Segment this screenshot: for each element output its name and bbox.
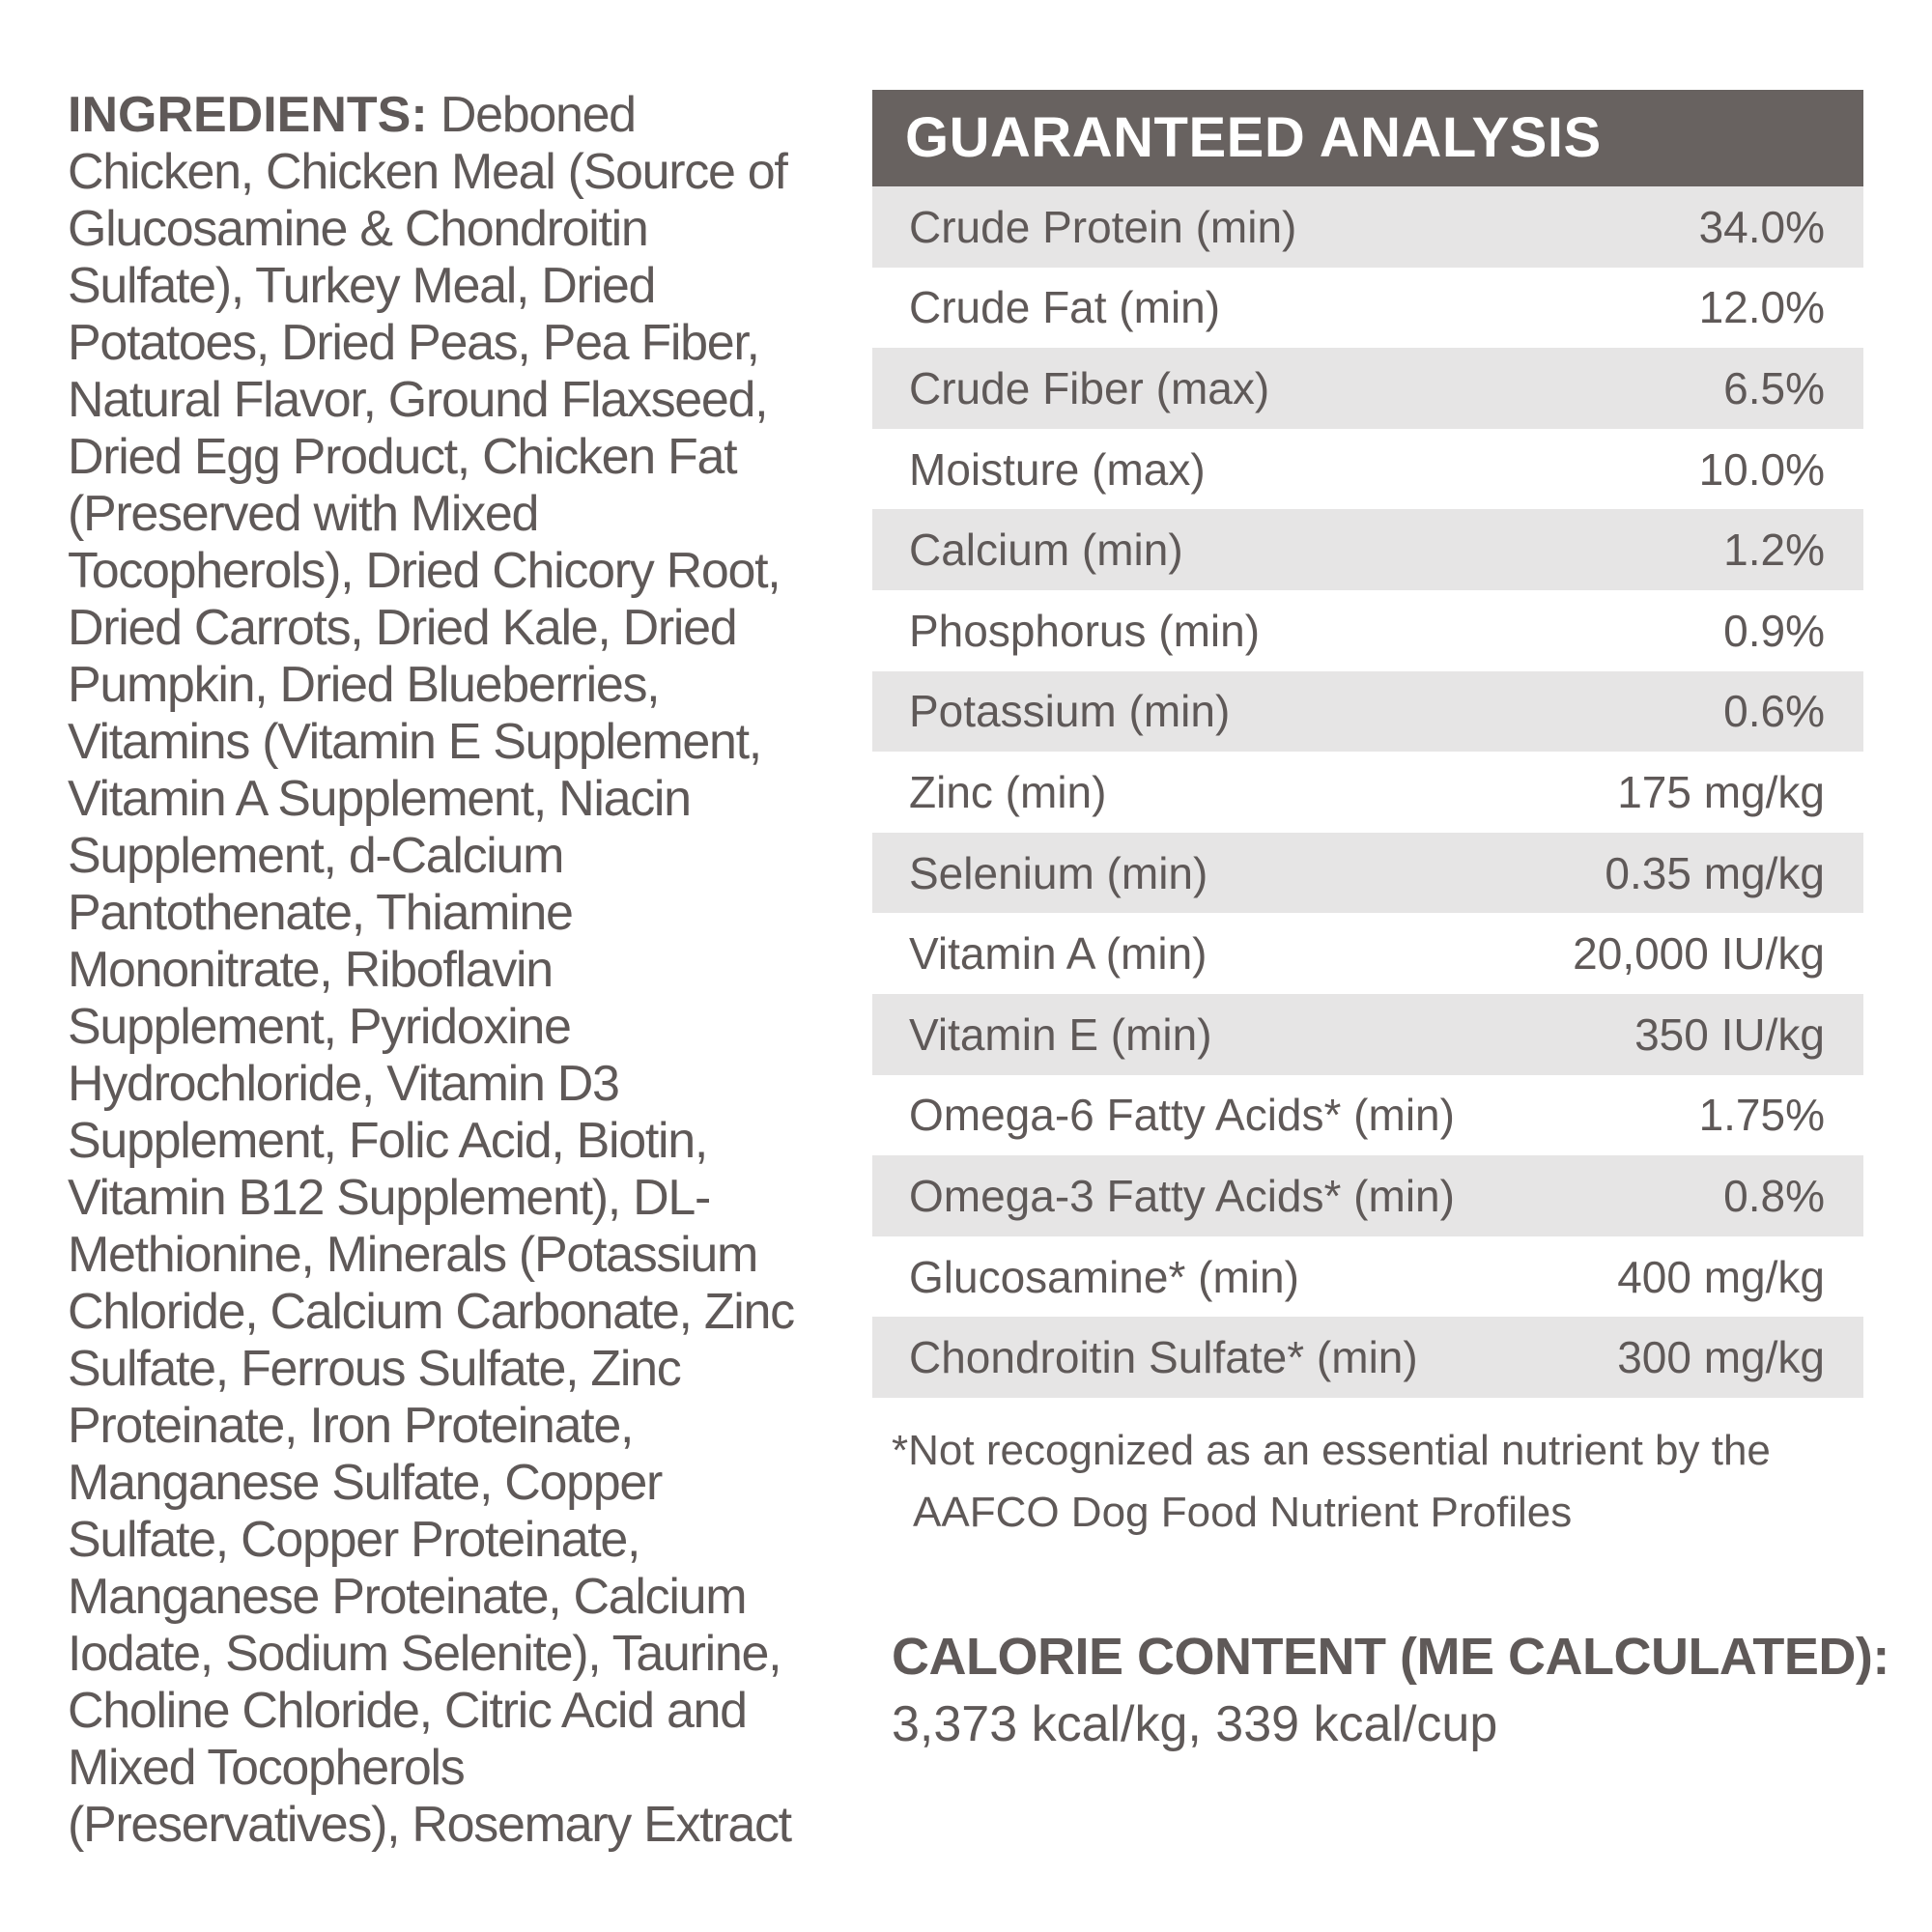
analysis-row [872, 590, 1863, 671]
nutrient-name: Potassium (min) [909, 686, 1231, 737]
calorie-content-title: CALORIE CONTENT (ME CALCULATED): [892, 1628, 1889, 1686]
footnote-line-2: AAFCO Dog Food Nutrient Profiles [913, 1489, 1573, 1536]
guaranteed-analysis-table [872, 90, 1863, 1398]
nutrient-value: 1.75% [1698, 1090, 1825, 1141]
nutrient-name: Selenium (min) [909, 847, 1208, 898]
analysis-row [872, 833, 1863, 914]
calorie-content-value: 3,373 kcal/kg, 339 kcal/cup [892, 1696, 1498, 1752]
analysis-row [872, 752, 1863, 833]
nutrient-value: 6.5% [1723, 362, 1825, 413]
nutrient-name: Omega-3 Fatty Acids* (min) [909, 1170, 1455, 1221]
aafco-footnote [892, 1420, 1858, 1544]
nutrient-name: Vitamin A (min) [909, 928, 1208, 980]
analysis-row [872, 509, 1863, 590]
nutrient-value: 175 mg/kg [1617, 766, 1825, 817]
guaranteed-analysis-title: GUARANTEED ANALYSIS [872, 90, 1863, 186]
analysis-row [872, 268, 1863, 349]
nutrient-value: 12.0% [1698, 282, 1825, 333]
nutrient-value: 0.8% [1723, 1170, 1825, 1221]
ingredients-label: INGREDIENTS: [68, 87, 428, 143]
analysis-rows [872, 186, 1863, 1398]
analysis-row [872, 1075, 1863, 1156]
nutrient-value: 20,000 IU/kg [1573, 928, 1825, 980]
nutrient-value: 0.9% [1723, 605, 1825, 656]
nutrient-name: Crude Protein (min) [909, 201, 1297, 252]
nutrient-value: 400 mg/kg [1617, 1251, 1825, 1302]
nutrient-name: Crude Fat (min) [909, 282, 1221, 333]
nutrient-name: Glucosamine* (min) [909, 1251, 1299, 1302]
calorie-content [892, 1623, 1925, 1758]
ingredients-list: Deboned Chicken, Chicken Meal (Source of Glucosamine & Chondroitin Sulfate), Turkey Meal, Dried Potatoes, Dried Peas, Pea Fiber, Natural Flavor, Ground Flaxseed, Dried Egg Product, Chicken Fat (Preserved with Mixed Tocopherols), Dried Chicory Root, Dried Carrots, Dried Kale, Dried Pumpkin, Dried Blueberries, Vitamins (Vitamin E Supplement, Vitamin A Supplement, Niacin Supplement, d-Calcium Pantothenate, Thiamine Mononitrate, Riboflavin Supplement, Pyridoxine Hydrochloride, Vitamin D3 Supplement, Folic Acid, Biotin, Vitamin B12 Supplement), DL-Methionine, Minerals (Potassium Chloride, Calcium Carbonate, Zinc Sulfate, Ferrous Sulfate, Zinc Proteinate, Iron Proteinate, Manganese Sulfate, Copper Sulfate, Copper Proteinate, Manganese Proteinate, Calcium Iodate, Sodium Selenite), Taurine, Choline Chloride, Citric Acid and Mixed Tocopherols (Preservatives), Rosemary Extract [68, 87, 794, 1853]
nutrient-name: Chondroitin Sulfate* (min) [909, 1332, 1418, 1383]
footnote-line-1: *Not recognized as an essential nutrient by the [892, 1427, 1771, 1474]
analysis-row [872, 1236, 1863, 1318]
nutrient-name: Calcium (min) [909, 525, 1183, 576]
analysis-row [872, 913, 1863, 994]
nutrient-name: Phosphorus (min) [909, 605, 1261, 656]
nutrient-value: 300 mg/kg [1617, 1332, 1825, 1383]
nutrient-value: 34.0% [1698, 201, 1825, 252]
nutrient-name: Vitamin E (min) [909, 1009, 1212, 1060]
analysis-row [872, 186, 1863, 268]
nutrient-value: 10.0% [1698, 443, 1825, 495]
analysis-row [872, 994, 1863, 1075]
nutrient-name: Omega-6 Fatty Acids* (min) [909, 1090, 1455, 1141]
analysis-row [872, 671, 1863, 753]
analysis-row [872, 1155, 1863, 1236]
nutrient-name: Crude Fiber (max) [909, 362, 1270, 413]
ingredients-text [68, 87, 802, 1854]
analysis-row [872, 1317, 1863, 1398]
nutrient-value: 0.35 mg/kg [1605, 847, 1825, 898]
analysis-row [872, 429, 1863, 510]
nutrient-value: 350 IU/kg [1634, 1009, 1825, 1060]
analysis-row [872, 348, 1863, 429]
nutrient-value: 0.6% [1723, 686, 1825, 737]
nutrient-value: 1.2% [1723, 525, 1825, 576]
nutrient-name: Moisture (max) [909, 443, 1206, 495]
nutrient-name: Zinc (min) [909, 766, 1107, 817]
